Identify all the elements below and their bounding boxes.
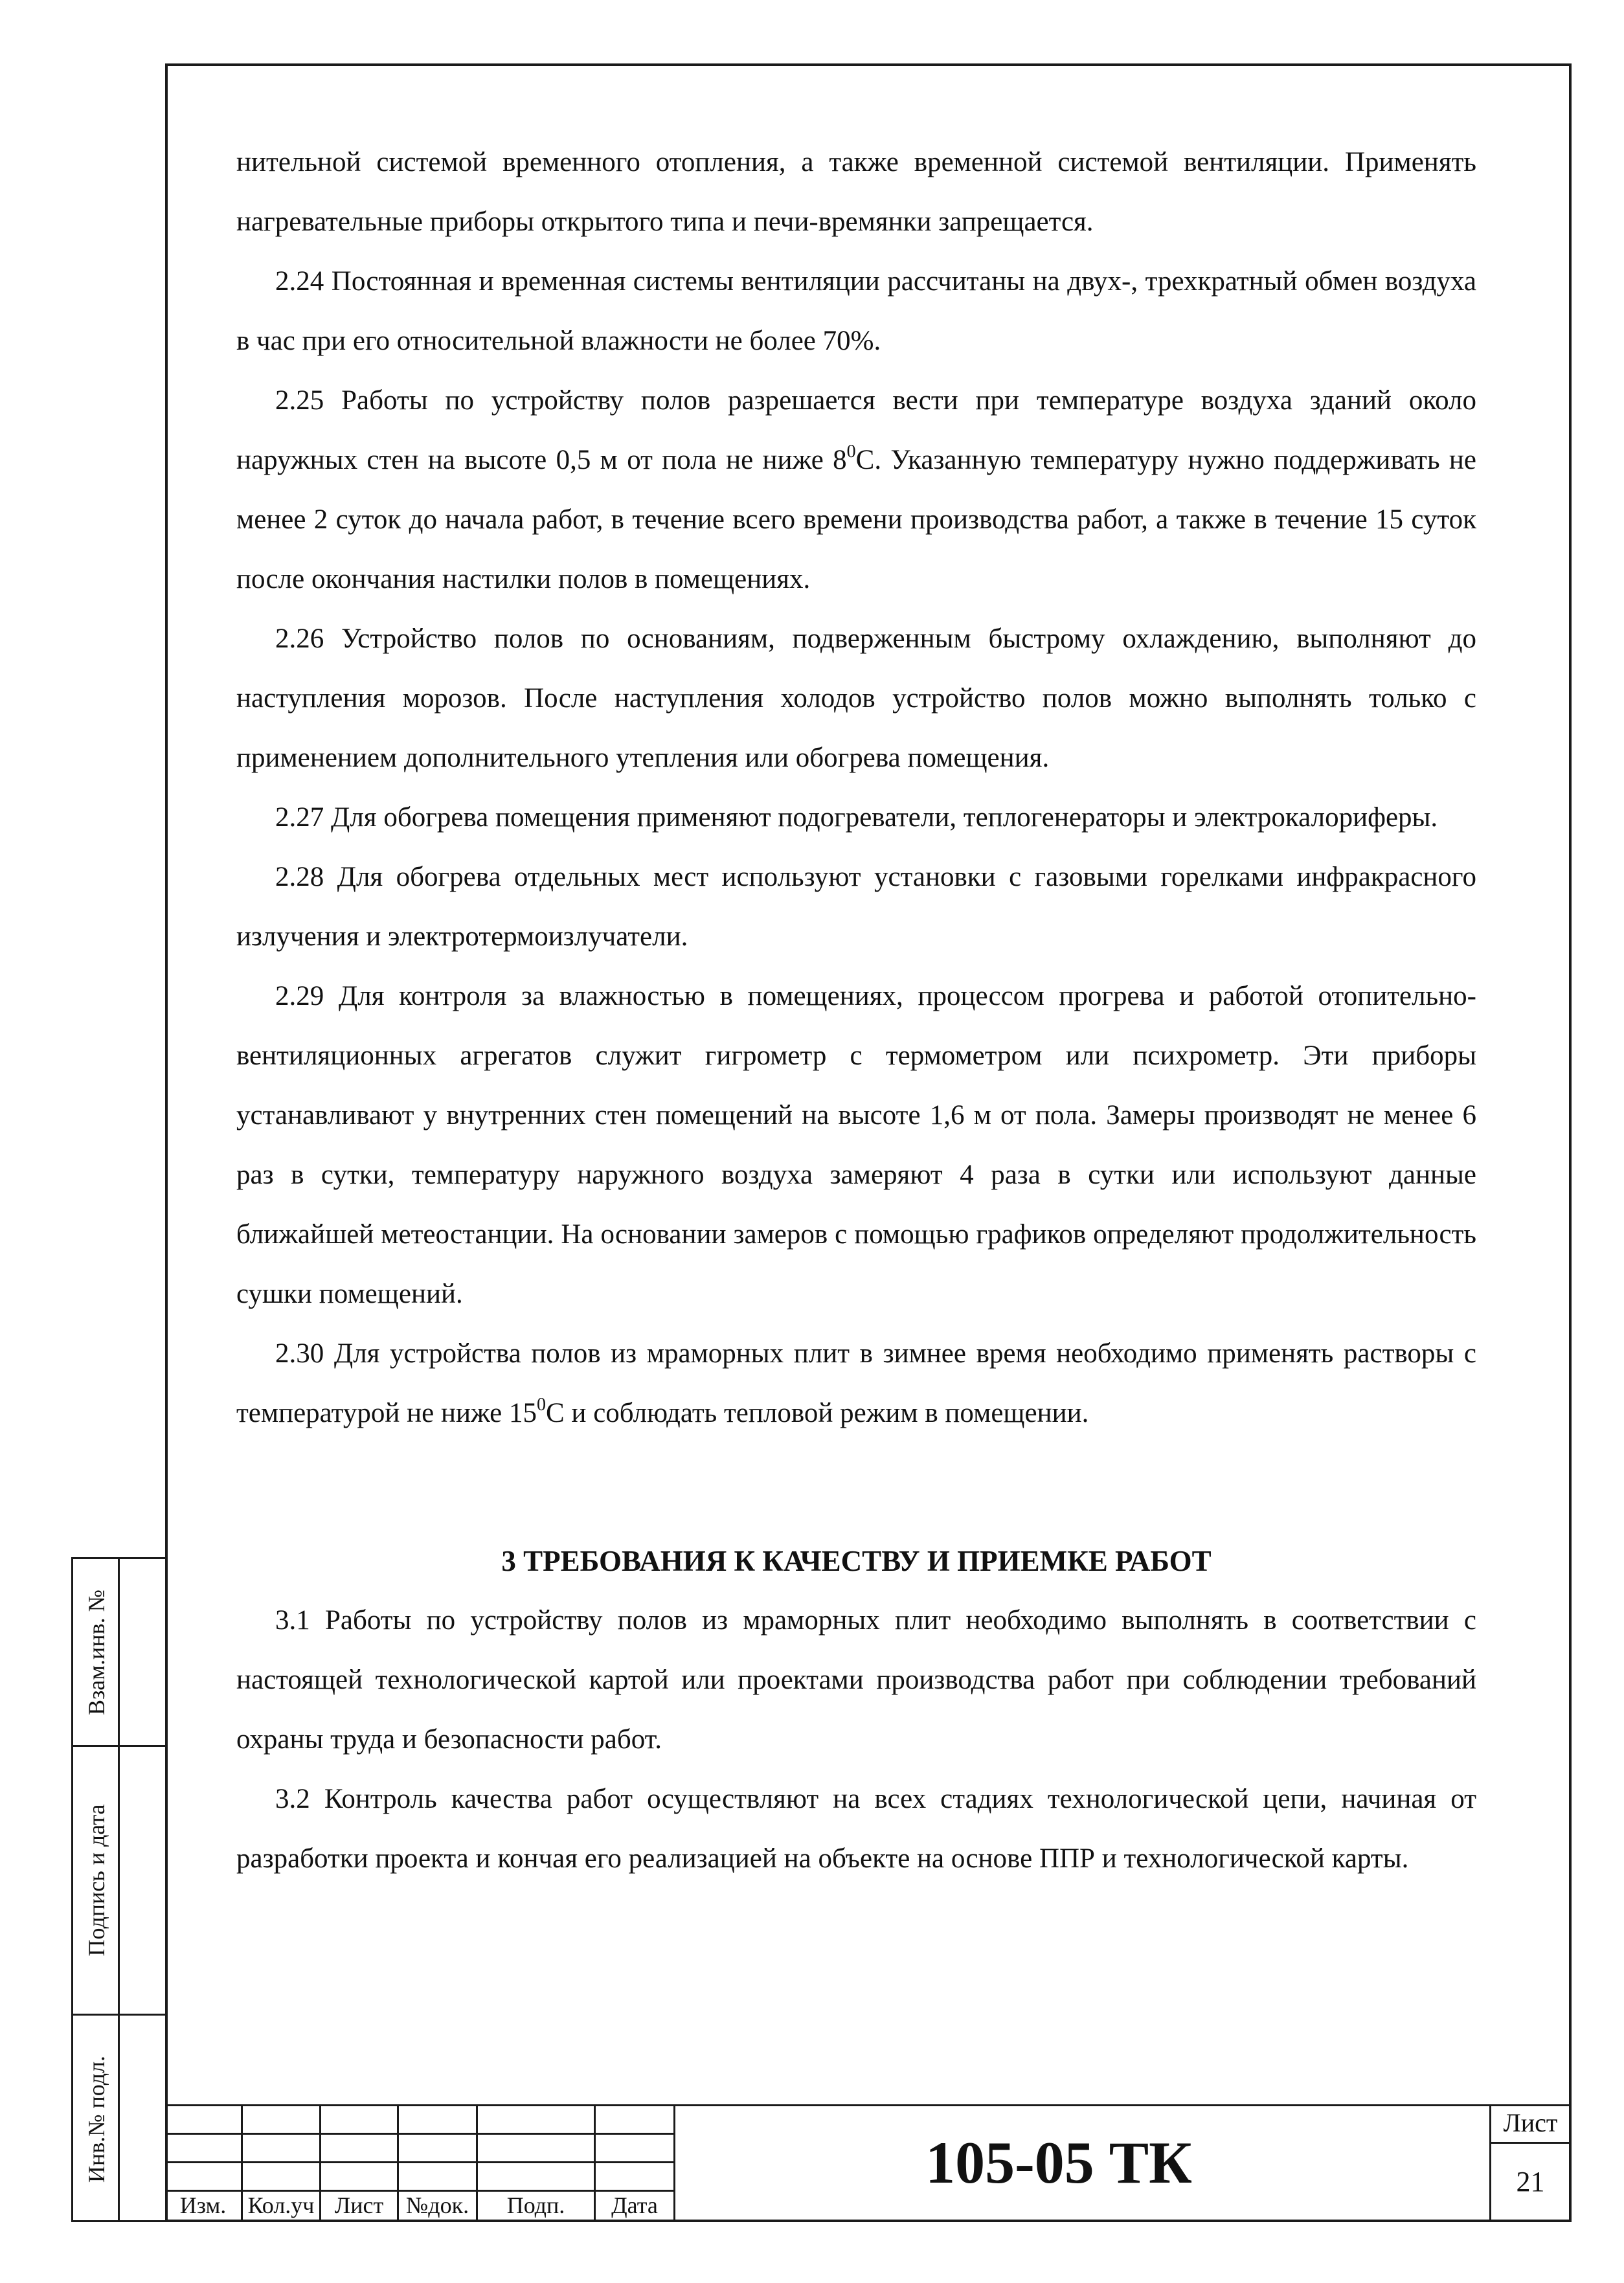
document-code: 105-05 ТК bbox=[925, 2130, 1192, 2196]
paragraph-2-26: 2.26 Устройство полов по основаниям, подверженным быстрому охлаждению, выполняют до наступления морозов. После наступления холодов устройство полов можно выполнять только с применением дополнительного утепления или обогрева помещения. bbox=[236, 624, 1476, 773]
paragraph-continuation: нительной системой временного отопления, а также временной системой вентиляции. Применять нагревательные приборы открытого типа и печи-времянки запрещается. bbox=[236, 147, 1476, 237]
side-label-column bbox=[73, 2016, 120, 2222]
title-block-border bbox=[165, 2104, 1572, 2106]
column-label-date: Дата bbox=[611, 2192, 658, 2218]
column-label-sheet: Лист bbox=[334, 2192, 384, 2218]
side-label-signature-date: Подпись и дата bbox=[84, 1804, 109, 1957]
document-body bbox=[236, 133, 1476, 1889]
paragraph-3-1: 3.1 Работы по устройству полов из мраморных плит необходимо выполнять в соответствии с настоящей технологической картой или проектами производства работ при соблюдении требований охраны труда и безопасности работ. bbox=[236, 1605, 1476, 1755]
side-cell-original-inv bbox=[73, 2016, 168, 2222]
sheet-number: 21 bbox=[1516, 2166, 1545, 2198]
paragraph-text: С. Указанную температуру нужно поддерживать не менее 2 суток до начала работ, в течение всего времени производства работ, а также в течение 15 суток после окончания настилки полов в помещениях. bbox=[236, 445, 1476, 594]
paragraph-2-30 bbox=[236, 1324, 1476, 1443]
paragraph-text: 2.30 Для устройства полов из мраморных плит в зимнее время необходимо применять растворы с температурой не ниже 15 bbox=[236, 1338, 1476, 1428]
side-label-column bbox=[73, 1559, 120, 1745]
grid-line bbox=[1489, 2104, 1491, 2222]
side-cell-signature-date bbox=[73, 1747, 168, 2016]
paragraph-3-2: 3.2 Контроль качества работ осуществляют на всех стадиях технологической цепи, начиная от разработки проекта и кончая его реализацией на объекте на основе ППР и технологической карты. bbox=[236, 1784, 1476, 1874]
column-label-count: Кол.уч bbox=[247, 2192, 315, 2218]
column-label-signature: Подп. bbox=[506, 2192, 565, 2218]
sheet-label: Лист bbox=[1503, 2108, 1558, 2137]
section-heading: 3 ТРЕБОВАНИЯ К КАЧЕСТВУ И ПРИЕМКЕ РАБОТ bbox=[501, 1545, 1212, 1577]
paragraph-text: С и соблюдать тепловой режим в помещении. bbox=[546, 1398, 1089, 1428]
side-stamp-strip bbox=[71, 1557, 168, 2222]
side-label-replacement-inv: Взам.инв. № bbox=[84, 1589, 109, 1715]
paragraph-2-28: 2.28 Для обогрева отдельных мест используют установки с газовыми горелками инфракрасного излучения и электротермоизлучатели. bbox=[236, 862, 1476, 952]
grid-line bbox=[1489, 2142, 1572, 2144]
degree-superscript: 0 bbox=[537, 1395, 546, 1415]
paragraph-2-29: 2.29 Для контроля за влажностью в помещениях, процессом прогрева и работой отопительно-вентиляционных агрегатов служит гигрометр с термометром или психрометр. Эти приборы устанавливают у внутренних стен помещений на высоте 1,6 м от пола. Замеры производят не менее 6 раз в сутки, температуру наружного воздуха замеряют 4 раза в сутки или используют данные ближайшей метеостанции. На основании замеров с помощью графиков определяют продолжительность сушки помещений. bbox=[236, 981, 1476, 1309]
side-label-column bbox=[73, 1747, 120, 2014]
side-label-original-inv: Инв.№ подл. bbox=[84, 2055, 109, 2183]
paragraph-2-27: 2.27 Для обогрева помещения применяют подогреватели, теплогенераторы и электрокалориферы. bbox=[275, 802, 1438, 833]
degree-superscript: 0 bbox=[846, 442, 856, 462]
title-block bbox=[165, 2104, 1572, 2222]
paragraph-2-24: 2.24 Постоянная и временная системы вентиляции рассчитаны на двух-, трехкратный обмен воздуха в час при его относительной влажности не более 70%. bbox=[236, 266, 1476, 356]
paragraph-text: 2.25 Работы по устройству полов разрешается вести при температуре воздуха зданий около наружных стен на высоте 0,5 м от пола не ниже 8 bbox=[236, 385, 1476, 475]
column-label-change: Изм. bbox=[179, 2192, 227, 2218]
side-cell-replacement-inv bbox=[73, 1559, 168, 1747]
column-label-doc-number: №док. bbox=[405, 2192, 469, 2218]
paragraph-2-25 bbox=[236, 371, 1476, 609]
